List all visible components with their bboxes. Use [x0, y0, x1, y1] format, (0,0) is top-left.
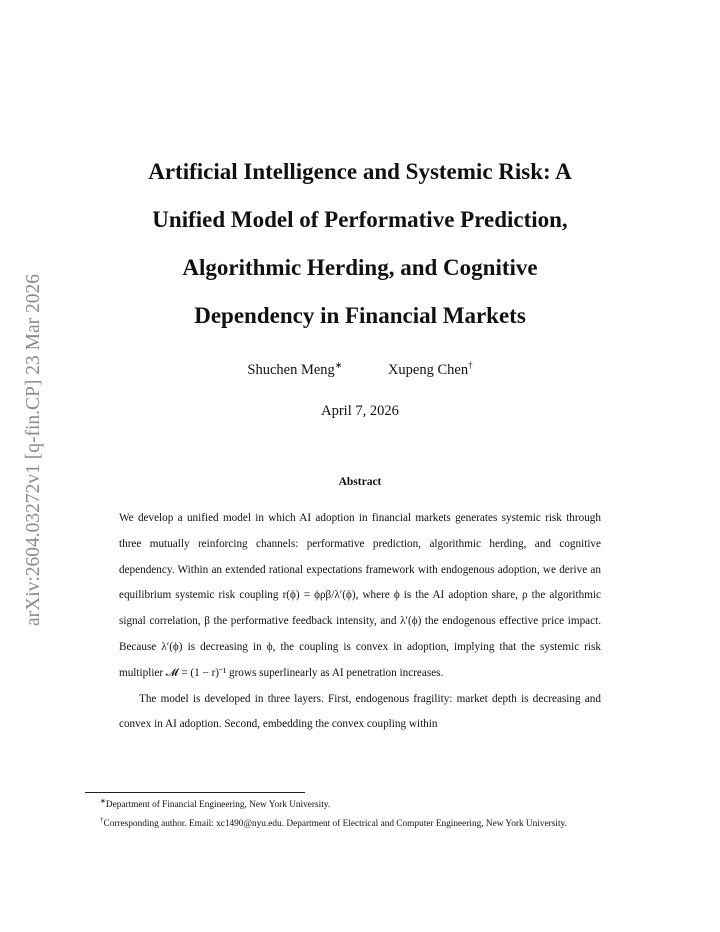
- footnote-mark: †: [100, 815, 104, 824]
- abstract-heading: Abstract: [338, 476, 382, 488]
- title-line: Unified Model of Performative Prediction,: [152, 207, 568, 232]
- author-name: Shuchen Meng: [247, 362, 335, 378]
- author-list: [0, 362, 720, 379]
- footnote-mark: ∗: [100, 796, 106, 805]
- title-line: Algorithmic Herding, and Cognitive: [182, 255, 538, 280]
- publication-date: April 7, 2026: [321, 403, 399, 419]
- author-footnote-mark: ∗: [334, 360, 343, 371]
- arxiv-identifier-stamp: arXiv:2604.03272v1 [q-fin.CP] 23 Mar 2026: [23, 273, 44, 627]
- footnote-text: Department of Financial Engineering, New York University.: [105, 800, 331, 810]
- abstract-paragraph: The model is developed in three layers. First, endogenous fragility: market depth is decreasing and convex in AI adoption. Second, embedding the convex coupling within: [119, 692, 601, 731]
- abstract-body: [119, 506, 601, 738]
- abstract-paragraph: We develop a unified model in which AI adoption in financial markets generates systemic risk through three mutually reinforcing channels: performative prediction, algorithmic herding, and cognitive dependency. Within an extended rational expectations framework with endogenous adoption, we derive an equilibrium systemic risk coupling r(ϕ) = ϕρβ/λ′(ϕ), where ϕ is the AI adoption share, ρ the algorithmic signal correlation, β the performative feedback intensity, and λ′(ϕ) the endogenous effective price impact. Because λ′(ϕ) is decreasing in ϕ, the coupling is convex in adoption, implying that the systemic risk multiplier 𝓜 = (1 − r)⁻¹ grows superlinearly as AI penetration increases.: [119, 512, 601, 679]
- footnote: [85, 796, 637, 815]
- author: [247, 362, 342, 379]
- footnote: [85, 815, 637, 834]
- paper-title: [80, 148, 640, 340]
- author-name: Xupeng Chen: [387, 362, 469, 378]
- title-line: Dependency in Financial Markets: [194, 303, 526, 328]
- title-line: Artificial Intelligence and Systemic Risk: A: [148, 159, 572, 184]
- footnote-text: Corresponding author. Email: xc1490@nyu.edu. Department of Electrical and Computer Engineering, New York University.: [103, 819, 567, 829]
- footnote-divider: [85, 792, 305, 793]
- author-footnote-mark: †: [468, 360, 473, 371]
- footnotes: [85, 796, 637, 834]
- author: [388, 362, 473, 379]
